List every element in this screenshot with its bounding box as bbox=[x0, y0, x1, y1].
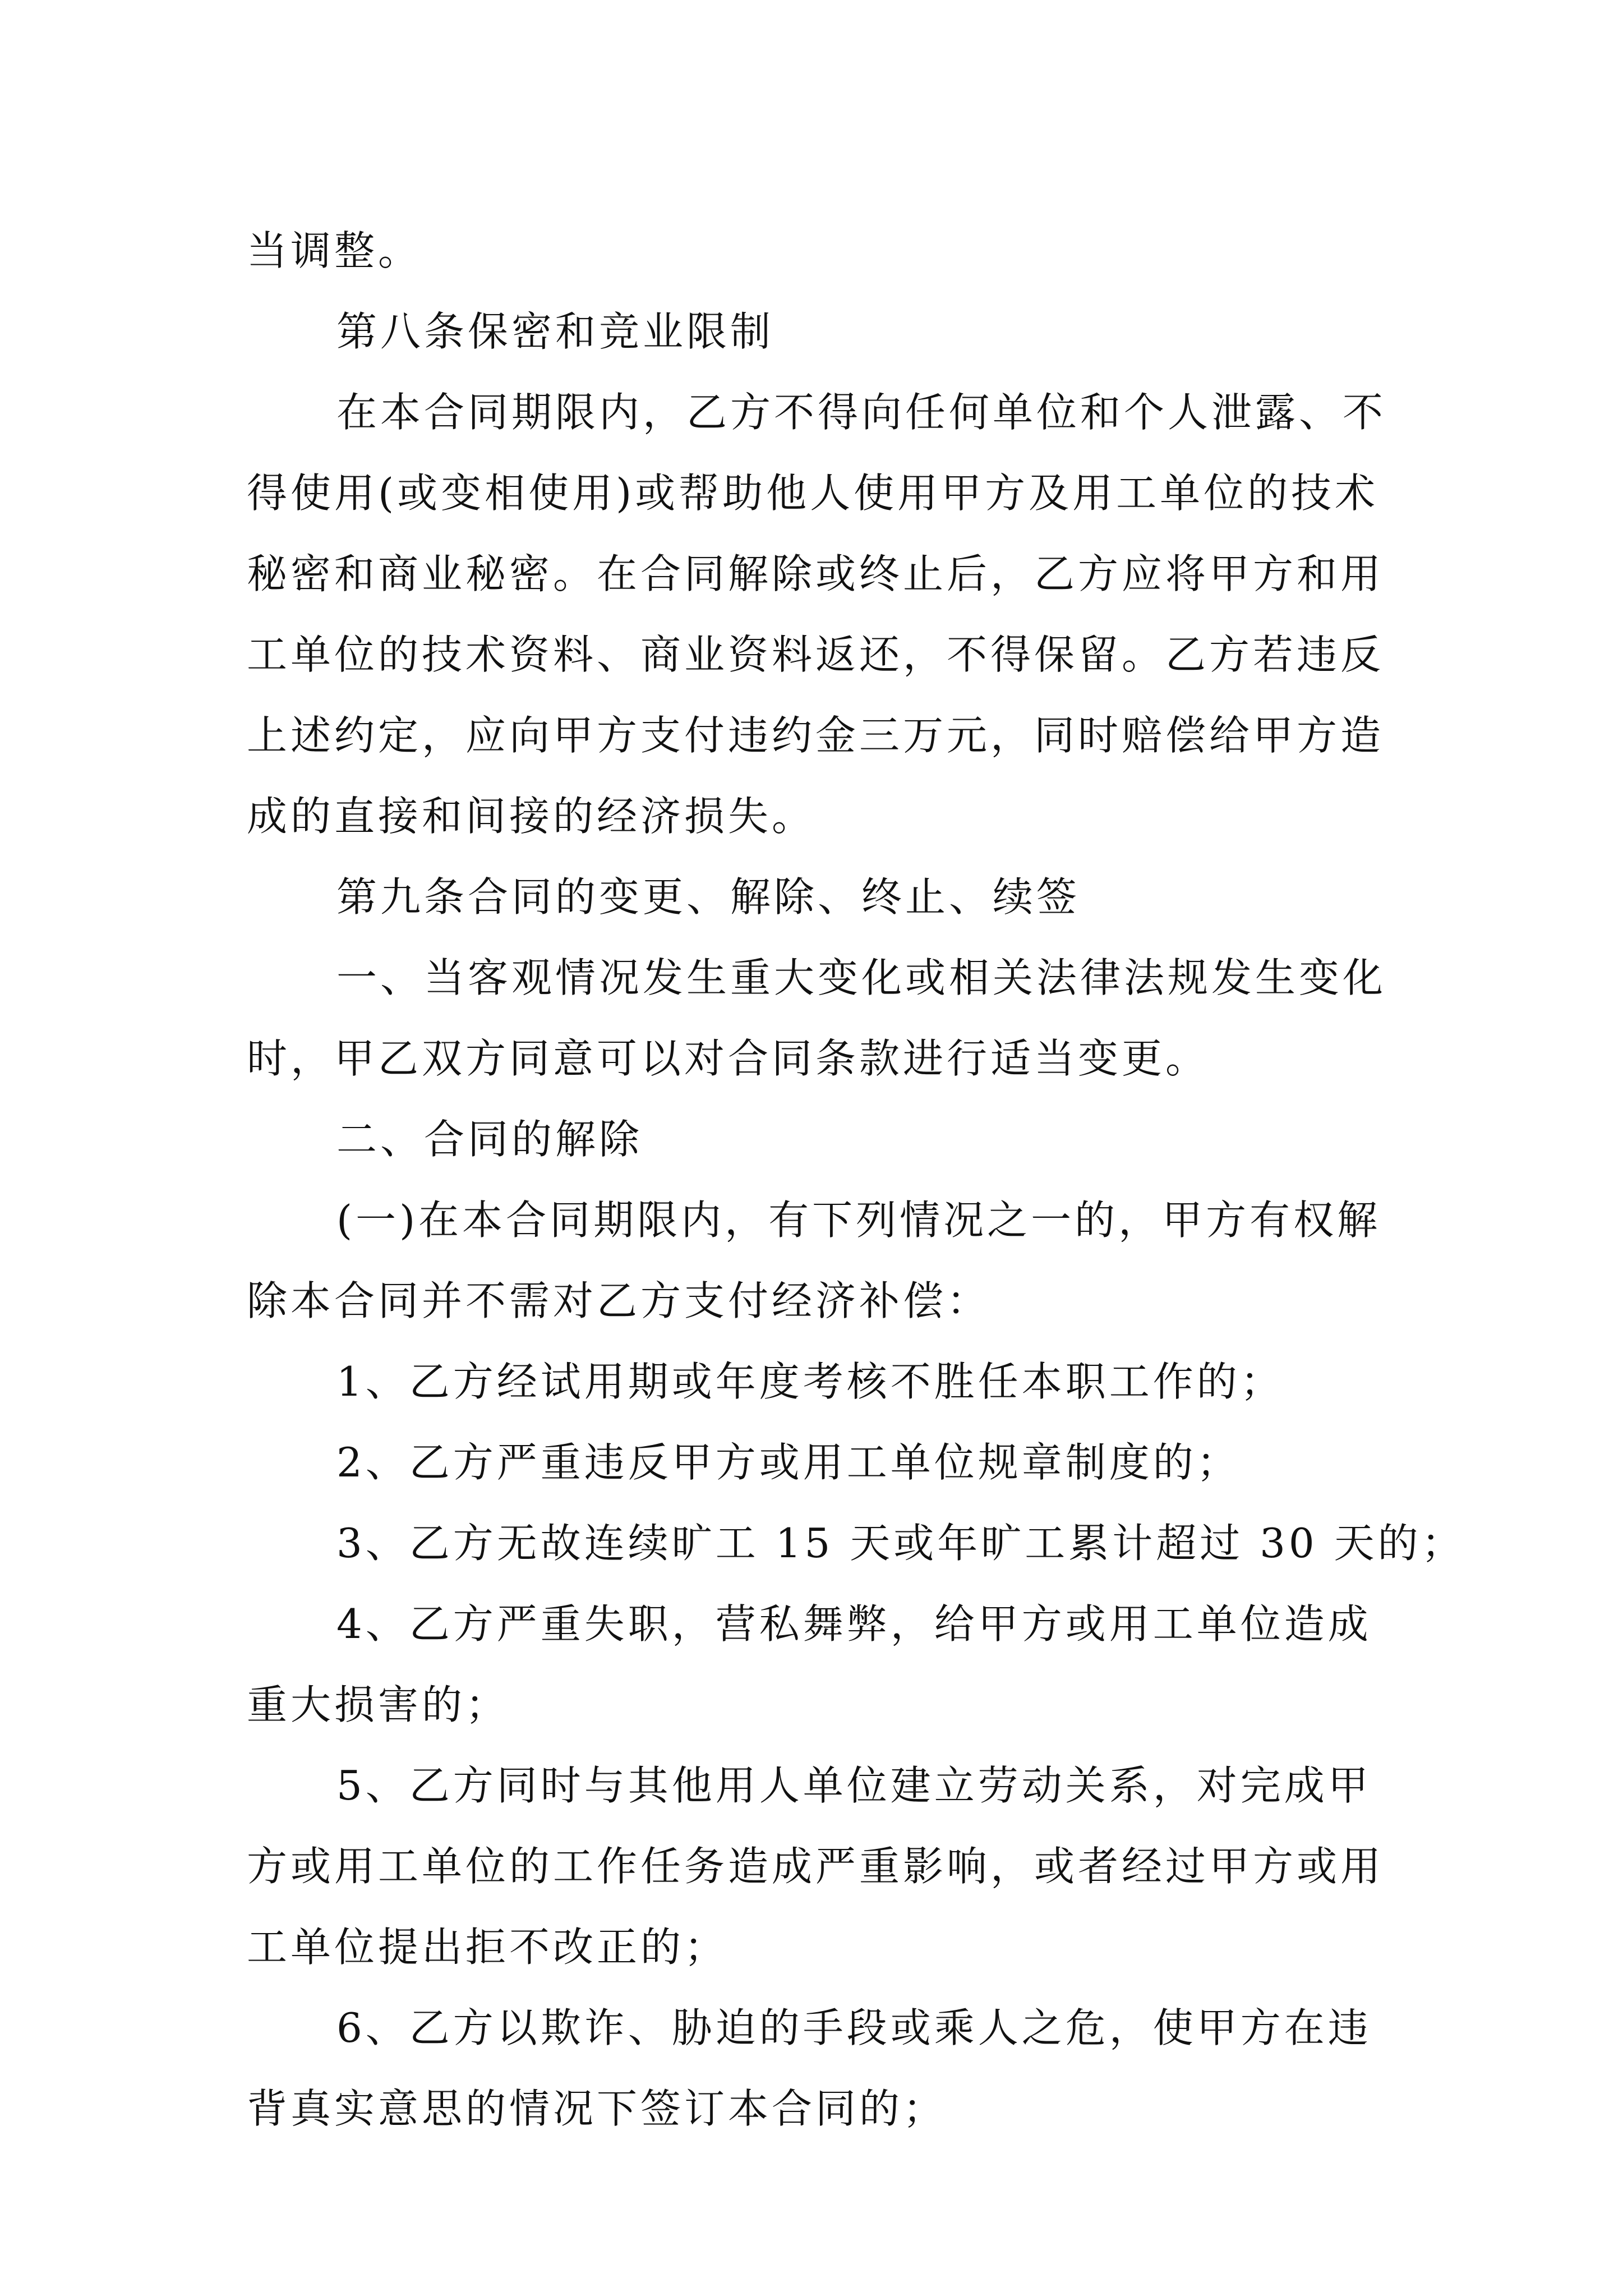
list-item: 2、乙方严重违反甲方或用工单位规章制度的； bbox=[336, 1439, 1241, 1486]
text-line: 工单位的技术资料、商业资料返还，不得保留。乙方若违反 bbox=[247, 631, 1385, 678]
text-line: 重大损害的； bbox=[247, 1681, 510, 1728]
text-line: 时，甲乙双方同意可以对合同条款进行适当变更。 bbox=[247, 1035, 1210, 1082]
text-line: 当调整。 bbox=[247, 227, 422, 274]
text-line: 得使用(或变相使用)或帮助他人使用甲方及用工单位的技术 bbox=[247, 470, 1379, 517]
list-item: 6、乙方以欺诈、胁迫的手段或乘人之危，使甲方在违 bbox=[336, 2004, 1372, 2051]
text-line: (一)在本合同期限内，有下列情况之一的，甲方有权解 bbox=[336, 1197, 1381, 1244]
list-item: 5、乙方同时与其他用人单位建立劳动关系，对完成甲 bbox=[336, 1762, 1372, 1809]
list-item: 1、乙方经试用期或年度考核不胜任本职工作的； bbox=[336, 1358, 1284, 1405]
text-line: 成的直接和间接的经济损失。 bbox=[247, 793, 816, 840]
text-line: 在本合同期限内，乙方不得向任何单位和个人泄露、不 bbox=[336, 389, 1387, 436]
subsection-heading: 二、合同的解除 bbox=[336, 1116, 643, 1163]
list-item: 3、乙方无故连续旷工 15 天或年旷工累计超过 30 天的； bbox=[336, 1520, 1465, 1567]
section-heading-article-8: 第八条保密和竞业限制 bbox=[336, 308, 774, 355]
text-line: 背真实意思的情况下签订本合同的； bbox=[247, 2085, 947, 2132]
text-line: 方或用工单位的工作任务造成严重影响，或者经过甲方或用 bbox=[247, 1843, 1385, 1890]
text-line: 除本合同并不需对乙方支付经济补偿： bbox=[247, 1277, 991, 1324]
document-body bbox=[247, 210, 1465, 2149]
text-line: 秘密和商业秘密。在合同解除或终止后，乙方应将甲方和用 bbox=[247, 550, 1385, 597]
text-line: 上述约定，应向甲方支付违约金三万元，同时赔偿给甲方造 bbox=[247, 712, 1385, 759]
text-line: 一、当客观情况发生重大变化或相关法律法规发生变化 bbox=[336, 954, 1387, 1001]
list-item: 4、乙方严重失职，营私舞弊，给甲方或用工单位造成 bbox=[336, 1600, 1372, 1648]
section-heading-article-9: 第九条合同的变更、解除、终止、续签 bbox=[336, 873, 1081, 921]
text-line: 工单位提出拒不改正的； bbox=[247, 1924, 728, 1971]
